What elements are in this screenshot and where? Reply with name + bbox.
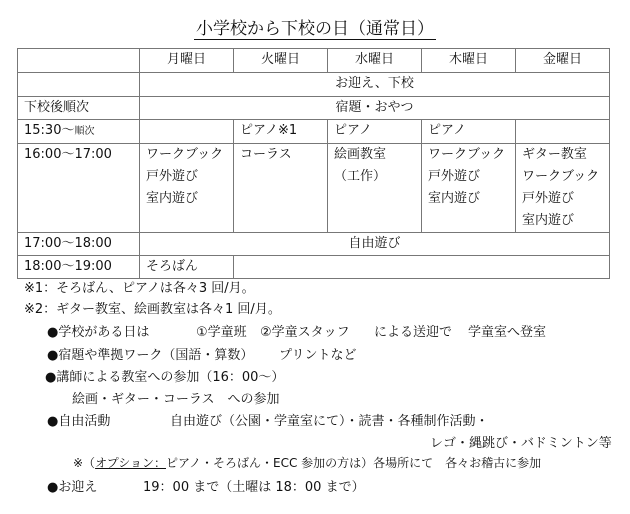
table-header-row [18,49,610,73]
cell: そろばん [140,256,234,279]
day-header: 月曜日 [140,49,234,73]
day-header: 水曜日 [328,49,422,73]
row-label: 16:00～17:00 [18,144,140,233]
option-note: ※（オプション：ピアノ・そろばん・ECC 参加の方は）各場所にて 各々お稽古に参加 [73,456,542,470]
row-label: 15:30～順次 [18,120,140,144]
pickup-line: ●お迎え [47,480,98,495]
cell: ワークブック 戸外遊び 室内遊び [422,144,516,233]
homework-cell: 宿題・おやつ [140,97,610,120]
cell: コーラス [234,144,328,233]
row-label: 下校後順次 [18,97,140,120]
row-label: 17:00～18:00 [18,233,140,256]
cell: ピアノ※1 [234,120,328,144]
table-row [18,144,610,233]
note-1: ※1：そろばん、ピアノは各々3 回/月。 [24,281,255,296]
row-label: 18:00～19:00 [18,256,140,279]
document-page: 小学校から下校の日（通常日） 月曜日 火曜日 水曜日 木曜日 金曜日 お迎え、下校 下校後順次 宿題・おやつ 15:30～順次 ピアノ※1 ピアノ ピアノ 16:00～17:00 ワークブック 戸外遊び 室内遊び コーラス 絵画教室 （工作） ワークブック 戸外遊び 室内遊び ギター教室 ワークブック 戸外遊び 室内遊び 17:00～18:00 自由遊び 18:00～19:00 そろばん ※1：そろばん、ピアノは各々3 回/月。 ※2：ギター教室、絵画教室は各々1 回/月。 ●学校がある日は ①学童班 ②学童スタッフ による送迎で 学童室へ登室 ●宿題や準拠ワーク（国語・算数） プリントなど ●講師による教室への参加（16：00～） 絵画・ギター・コーラス への参加 ●自由活動 自由遊び（公園・学童室にて）・読書・各種制作活動・ レゴ・縄跳び・バドミントン等 ※（オプション：ピアノ・そろばん・ECC 参加の方は）各場所にて 各々お稽古に参加 ●お迎え 19：00 まで（土曜は 18：00 まで） [0,0,630,514]
schedule-table [17,48,610,279]
lesson-line: ●講師による教室への参加（16：00～） [45,370,285,385]
cell: ピアノ [422,120,516,144]
day-header: 火曜日 [234,49,328,73]
cell: ギター教室 ワークブック 戸外遊び 室内遊び [516,144,610,233]
cell: ワークブック 戸外遊び 室内遊び [140,144,234,233]
free-activity-line: ●自由活動 [47,414,111,429]
table-row [18,73,610,97]
school-day-line: ●学校がある日は [47,325,150,340]
table-row [18,233,610,256]
pickup-cell: お迎え、下校 [140,73,610,97]
cell: ピアノ [328,120,422,144]
cell [140,120,234,144]
free-play-cell: 自由遊び [140,233,610,256]
note-2: ※2：ギター教室、絵画教室は各々1 回/月。 [24,302,281,317]
cell: 絵画教室 （工作） [328,144,422,233]
table-row [18,97,610,120]
homework-line: ●宿題や準拠ワーク（国語・算数） [47,348,254,363]
page-title: 小学校から下校の日（通常日） [196,19,434,39]
table-row [18,120,610,144]
cell [516,120,610,144]
day-header: 金曜日 [516,49,610,73]
day-header: 木曜日 [422,49,516,73]
table-row [18,256,610,279]
